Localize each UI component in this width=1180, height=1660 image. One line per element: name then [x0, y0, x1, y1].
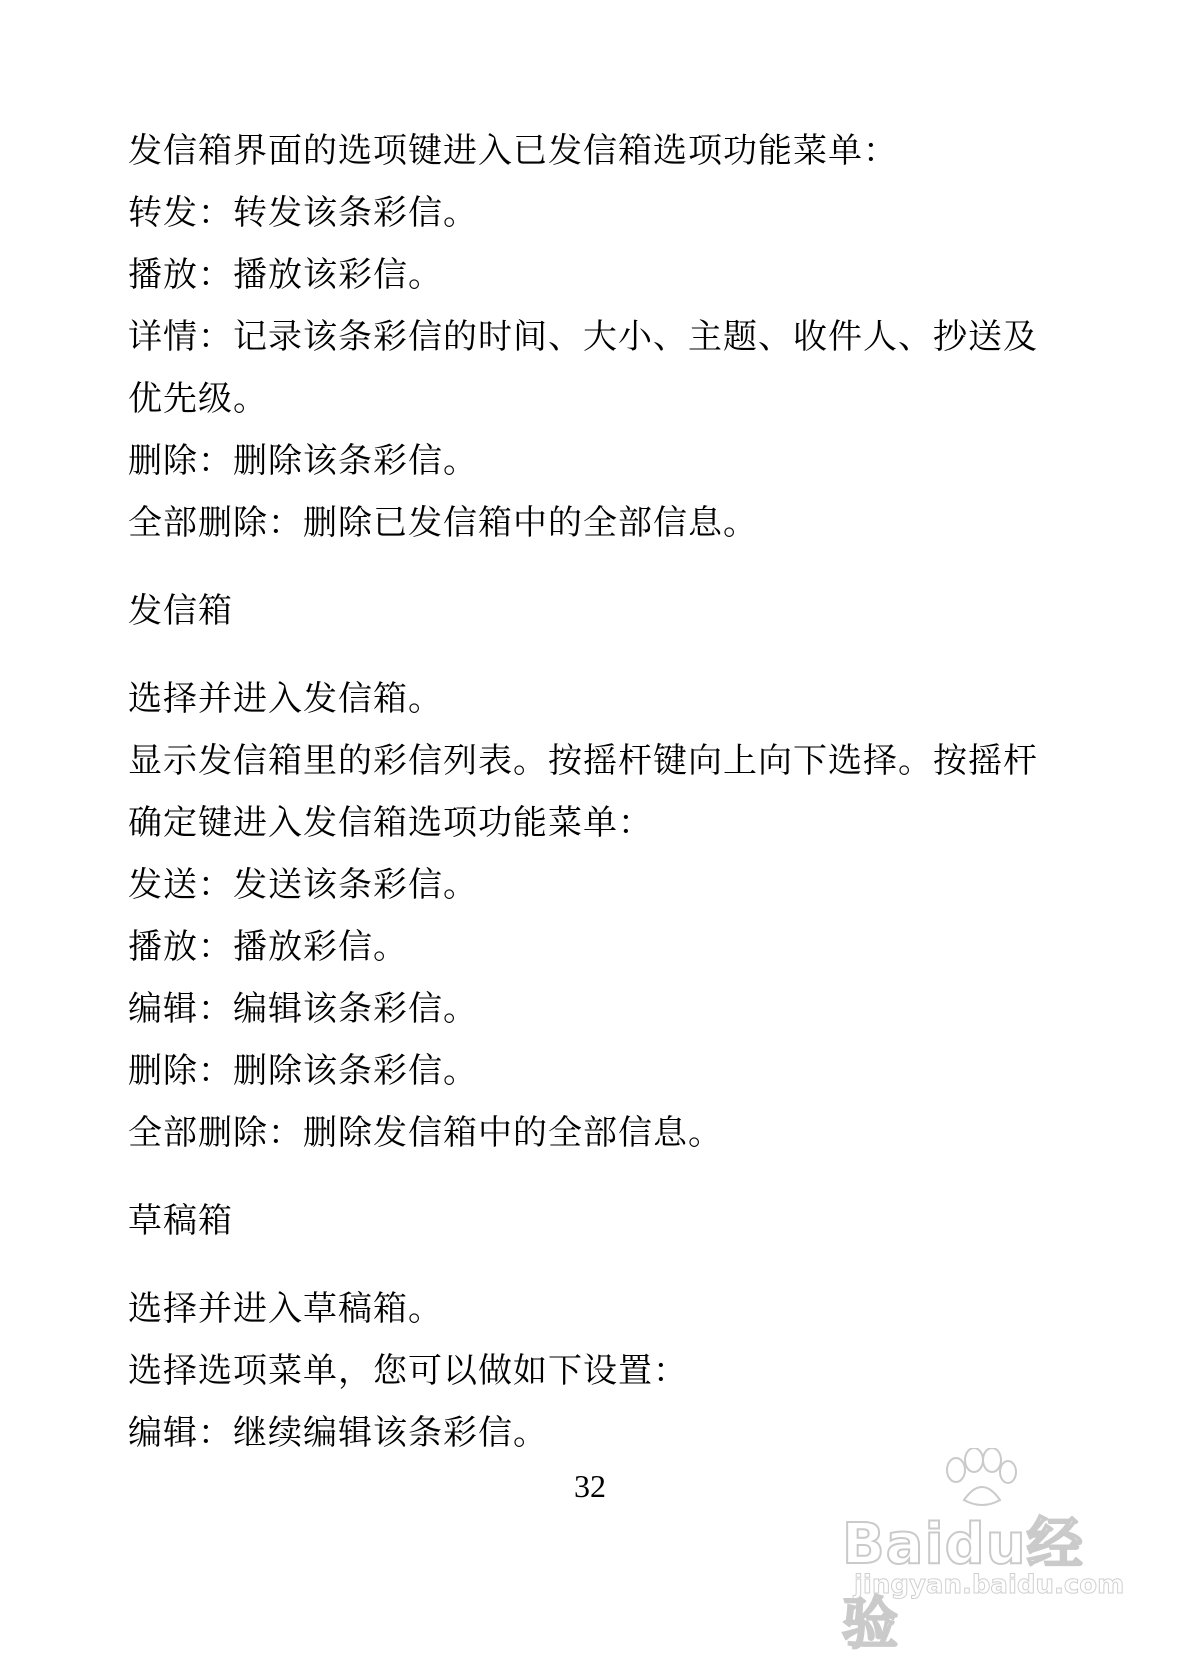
watermark-url: jingyan.baidu.com	[854, 1570, 1125, 1600]
text-line: 播放：播放彩信。	[128, 927, 408, 967]
page-number: 32	[574, 1468, 606, 1504]
keyword: 摇杆键向上向下	[583, 741, 828, 781]
text-line: 详情：记录该条彩信的时间、大小、主题、收件人、抄送及	[128, 317, 1038, 357]
text-line: 全部删除：删除已发信箱中的全部信息。	[128, 503, 758, 543]
text-line: 转发：转发该条彩信。	[128, 193, 478, 233]
text-line: 优先级。	[128, 379, 268, 419]
text-line: 编辑：编辑该条彩信。	[128, 989, 478, 1029]
text-line: 全部删除：删除发信箱中的全部信息。	[128, 1113, 723, 1153]
section-heading: 草稿箱	[128, 1201, 233, 1241]
text-line: 删除：删除该条彩信。	[128, 1051, 478, 1091]
text-line: 播放：播放该彩信。	[128, 255, 443, 295]
keyword: 确定键	[128, 803, 233, 843]
text-line: 删除：删除该条彩信。	[128, 441, 478, 481]
text-line: 编辑：继续编辑该条彩信。	[128, 1413, 548, 1453]
text-line: 选择并进入草稿箱。	[128, 1289, 443, 1329]
watermark-brand: Baidu经验	[842, 1512, 1084, 1657]
paw-icon	[934, 1448, 1024, 1508]
baidu-watermark	[842, 1448, 1132, 1657]
keyword: 草稿箱	[303, 1289, 408, 1329]
text-line: 选择选项菜单，您可以做如下设置：	[128, 1351, 688, 1391]
text-line: 显示发信箱里的彩信列表。按摇杆键向上向下选择。按摇杆	[128, 741, 1038, 781]
keyword: 发信箱	[303, 679, 408, 719]
text-line: 发送：发送该条彩信。	[128, 865, 478, 905]
section-heading: 发信箱	[128, 591, 233, 631]
text-line: 发信箱界面的选项键进入已发信箱选项功能菜单：	[128, 131, 898, 171]
document-body	[128, 120, 1088, 1464]
keyword: 摇杆	[968, 741, 1038, 781]
text-line: 选择并进入发信箱。	[128, 679, 443, 719]
text-line: 确定键进入发信箱选项功能菜单：	[128, 803, 653, 843]
